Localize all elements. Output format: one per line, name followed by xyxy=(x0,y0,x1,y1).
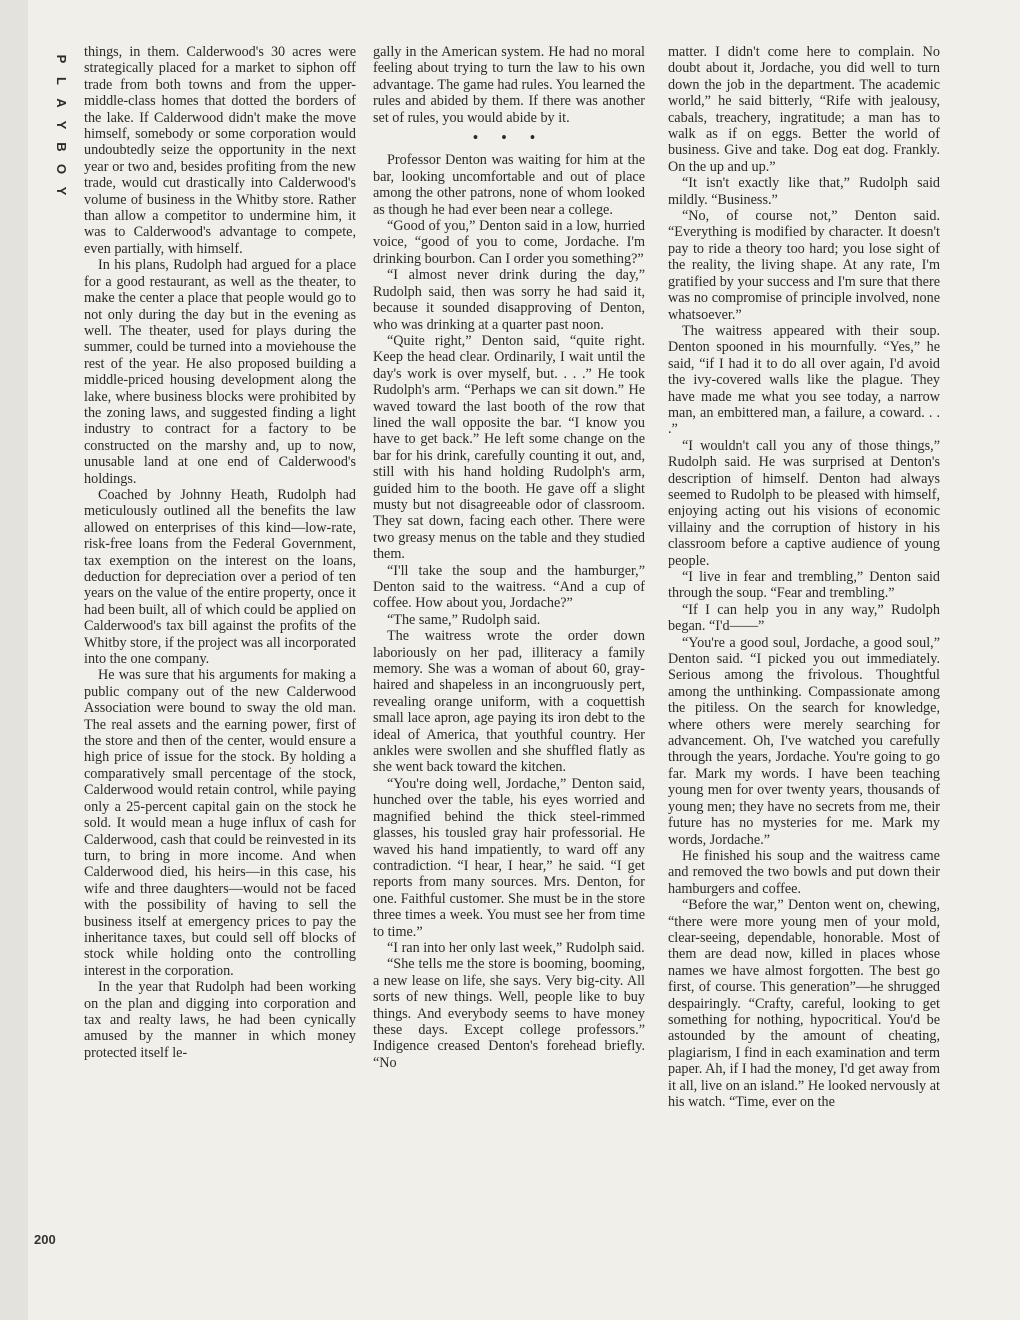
paragraph: “You're doing well, Jordache,” Denton said, hunched over the table, his eyes worried and magnified behind the thick steel-rimmed glasses, his tousled gray hair professorial. He waved his hand impatiently, to ward off any contradiction. “I hear, I hear,” he said. “I get reports from many sources. Mrs. Denton, for one. Faithful customer. She must be in the store three times a week. You must see her from time to time.” xyxy=(373,775,645,940)
paragraph: “If I can help you in any way,” Rudolph began. “I'd——” xyxy=(668,601,940,635)
paragraph: “No, of course not,” Denton said. “Everything is modified by character. It doesn't pay to ride a theory too hard; you lose sight of the reality, the living shape. At any rate, I'm gratified by your success and I'm sure that there was no compromise of principle involved, none whatsoever.” xyxy=(668,208,940,323)
paragraph: “I'll take the soup and the hamburger,” Denton said to the waitress. “And a cup of coffee. How about you, Jordache?” xyxy=(373,562,645,612)
paragraph: “I almost never drink during the day,” Rudolph said, then was sorry he had said it, because it sounded disapproving of Denton, who was drinking at a quarter past noon. xyxy=(373,267,645,333)
paragraph: matter. I didn't come here to complain. No doubt about it, Jordache, you did well to turn down the job in the department. The academic world,” he said bitterly, “Rife with jealousy, cabals, treachery, ingratitude; a man has to walk as if on eggs. Better the world of business. Give and take. Dog eat dog. Frankly. On the up and up.” xyxy=(668,44,940,175)
paragraph: “The same,” Rudolph said. xyxy=(387,611,541,628)
side-label-letter: Y xyxy=(54,186,69,196)
section-separator: • • • xyxy=(473,130,545,147)
side-label-letter: O xyxy=(54,163,69,175)
page-number: 200 xyxy=(34,1232,56,1247)
paragraph: He finished his soup and the waitress came and removed the two bowls and put down their hamburgers and coffee. xyxy=(668,847,940,897)
paragraph: “I ran into her only last week,” Rudolph said. xyxy=(387,939,645,956)
paragraph: “I live in fear and trembling,” Denton said through the soup. “Fear and trembling.” xyxy=(668,569,940,602)
paragraph: He was sure that his arguments for making a public company out of the new Calderwood Association were bound to sway the old man. The real assets and the earning power, first of the store and then of the center, would ensure a high price of issue for the stock. By holding a comparatively small percentage of the stock, Calderwood would retain control, while paying only a 25-percent capital gain on the stock he sold. It would mean a huge influx of cash for Calderwood, cash that could be reinvested in its turn, to bring in more income. And when Calderwood died, his heirs—in this case, his wife and three daughters—would not be faced with the possibility of having to sell the business itself at emergency prices to pay the inheritance taxes, but could sell off blocks of stock while holding onto the controlling interest in the corporation. xyxy=(84,667,356,979)
paragraph: Coached by Johnny Heath, Rudolph had meticulously outlined all the benefits the law allowed on enterprises of this kind—low-rate, risk-free loans from the Federal Government, tax exemption on the interest on the loans, deduction for depreciation over a period of ten years on the value of the entire property, once it had been built, all of which could be applied on Calderwood's tax bill against the profits of the Whitby store, if the project was all incorporated into the one company. xyxy=(84,486,356,668)
magazine-page xyxy=(28,0,1020,1320)
paragraph: things, in them. Calderwood's 30 acres were strategically placed for a market to siphon off trade from both towns and from the upper-middle-class homes that dotted the borders of the lake. If Calderwood didn't make the move himself, somebody or some corporation would undoubtedly seize the opportunity in the next year or two and, besides profiting from the new trade, would cut drastically into Calderwood's volume of business in the Whitby store. Rather than allow a competitor to undermine him, it was to Calderwood's advantage to compete, even partially, with himself. xyxy=(84,44,356,257)
side-label-letter: B xyxy=(54,142,69,152)
paragraph: In his plans, Rudolph had argued for a place for a good restaurant, as well as the theater, to make the center a place that people would go to not only during the day but in the evening as well. The theater, used for plays during the summer, could be turned into a moviehouse the rest of the year. He also proposed building a middle-priced housing development along the lake, where business blocks were prohibited by the zoning laws, and suggested finding a light industry to contract for a factory to be constructed on the marshy and, up to now, unusable land at one end of Calderwood's holdings. xyxy=(84,257,356,487)
side-label-letter: L xyxy=(54,77,69,85)
paragraph: gally in the American system. He had no moral feeling about trying to turn the law to his own advantage. The game had rules. You learned the rules and abided by them. If there was another set of rules, you would abide by it. xyxy=(373,44,645,126)
paragraph: “She tells me the store is booming, booming, a new lease on life, she says. Very big-city. All sorts of new things. Well, people like to buy things. And everybody seems to have money these days. Except college professors.” Indigence creased Denton's forehead briefly. “No xyxy=(373,956,645,1071)
paragraph: The waitress wrote the order down laboriously on her pad, illiteracy a family memory. She was a woman of about 60, gray-haired and shapeless in an incongruously pert, revealing orange uniform, with a coquettish small lace apron, age paying its iron debt to the ideal of America, that youthful country. Her ankles were swollen and she shuffled flatly as she went back toward the kitchen. xyxy=(373,628,645,776)
paragraph: Professor Denton was waiting for him at the bar, looking uncomfortable and out of place among the other patrons, none of whom looked as though he had ever been near a college. xyxy=(373,152,645,218)
side-label-letter: A xyxy=(54,98,69,108)
side-label-letter: Y xyxy=(54,120,69,130)
paragraph: “I wouldn't call you any of those things,” Rudolph said. He was surprised at Denton's description of himself. Denton had always seemed to Rudolph to be pleased with himself, enjoying acting out his visions of economic villainy and the corruption of history in his classroom before a captive audience of young people. xyxy=(668,437,940,569)
paragraph: “You're a good soul, Jordache, a good soul,” Denton said. “I picked you out immediately. Serious among the frivolous. Thoughtful among the unthinking. Compassionate among the pitiless. On the search for knowledge, where others were merely searching for advancement. Oh, I've watched you carefully through the years, Jordache. You're going to go far. Mark my words. I have been teaching young men for over twenty years, thousands of young men; they have no secrets from me, their future has no mysteries for me. Mark my words, Jordache.” xyxy=(668,634,940,848)
paragraph: In the year that Rudolph had been working on the plan and digging into corporation and tax and realty laws, he had been cynically amused by the manner in which money protected itself le- xyxy=(84,979,356,1061)
paragraph: “Good of you,” Denton said in a low, hurried voice, “good of you to come, Jordache. I'm drinking bourbon. Can I order you something?” xyxy=(373,218,645,267)
text-column-1 xyxy=(84,44,356,1061)
paragraph: “Quite right,” Denton said, “quite right. Keep the head clear. Ordinarily, I wait until the day's work is over myself, but. . . .” He took Rudolph's arm. “Perhaps we can sit down.” He waved toward the last booth of the row that lined the wall opposite the bar. “I know you have to get back.” He left some change on the bar for his drink, carefully counting it out, and, still with his hand holding Rudolph's arm, guided him to the booth. He gave off a slight musty but not disagreeable odor of classroom. They sat down, facing each other. There were two greasy menus on the table and they studied them. xyxy=(373,332,645,563)
paragraph: “It isn't exactly like that,” Rudolph said mildly. “Business.” xyxy=(668,175,940,208)
magazine-side-label xyxy=(50,48,69,202)
paragraph: “Before the war,” Denton went on, chewing, “there were more young men of your mold, clear-seeing, dependable, honorable. Most of them are dead now, killed in places whose names we have almost forgotten. The best go first, of course. This generation”—he shrugged despairingly. “Crafty, careful, looking to get something for nothing, hypocritical. You'd be astounded by the amount of cheating, plagiarism, I find in each examination and term paper. Ah, if I had the money, I'd get away from it all, live on an island.” He looked nervously at his watch. “Time, ever on the xyxy=(668,897,940,1110)
paragraph: The waitress appeared with their soup. Denton spooned in his mournfully. “Yes,” he said, “if I had it to do all over again, I'd avoid the ivy-covered walls like the plague. They have made me what you see today, a narrow man, an embittered man, a failure, a coward. . . .” xyxy=(668,322,940,438)
side-label-letter: P xyxy=(54,54,69,64)
text-column-3 xyxy=(668,44,940,1110)
text-column-2 xyxy=(373,44,645,1071)
